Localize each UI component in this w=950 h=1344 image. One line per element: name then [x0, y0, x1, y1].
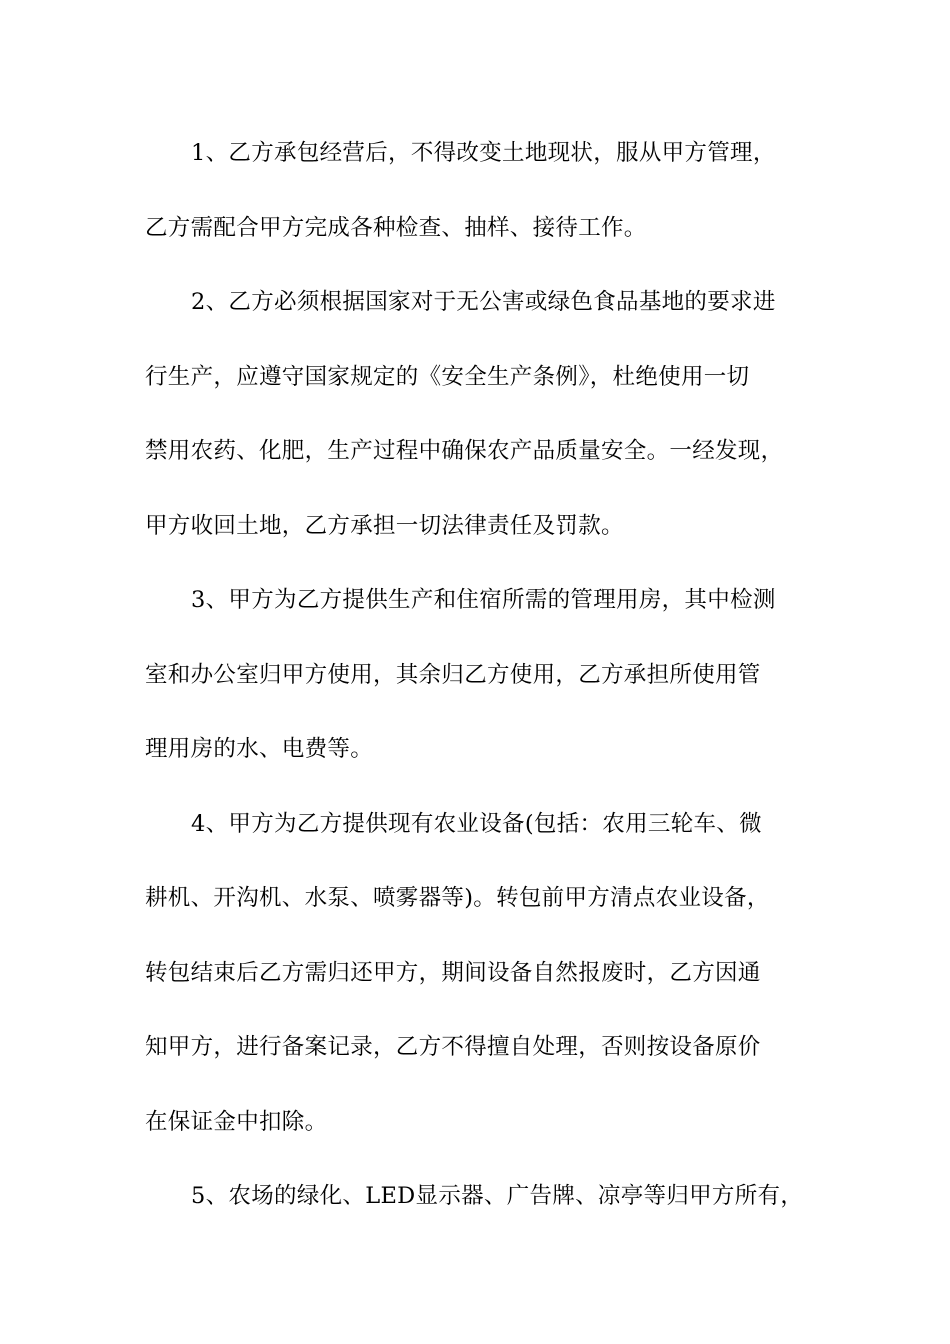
clause-4-line-2: 耕机、开沟机、水泵、喷雾器等)。转包前甲方清点农业设备，: [145, 885, 770, 911]
clause-2-line-2: 行生产，应遵守国家规定的《安全生产条例》，杜绝使用一切: [145, 363, 750, 390]
clause-2-line-1: 2、乙方必须根据国家对于无公害或绿色食品基地的要求进: [191, 289, 776, 315]
clause-4-line-5: 在保证金中扣除。: [145, 1108, 328, 1135]
clause-4-line-1: 4、甲方为乙方提供现有农业设备(包括：农用三轮车、微: [191, 810, 762, 837]
clause-2-line-4: 甲方收回土地，乙方承担一切法律责任及罚款。: [145, 512, 624, 539]
clause-5-line-1: 5、农场的绿化、LED显示器、广告牌、凉亭等归甲方所有，: [191, 1183, 804, 1209]
clause-3-line-3: 理用房的水、电费等。: [145, 736, 374, 762]
clause-1-line-2: 乙方需配合甲方完成各种检查、抽样、接待工作。: [145, 214, 647, 241]
contract-text: [145, 131, 835, 1249]
clause-2-line-3: 禁用农药、化肥，生产过程中确保农产品质量安全。一经发现，: [145, 438, 784, 464]
clause-3-line-2: 室和办公室归甲方使用，其余归乙方使用，乙方承担所使用管: [145, 661, 761, 688]
clause-1-line-1: 1、乙方承包经营后，不得改变土地现状，服从甲方管理，: [191, 140, 776, 166]
clause-4-line-3: 转包结束后乙方需归还甲方，期间设备自然报废时，乙方因通: [145, 959, 761, 986]
clause-4-line-4: 知甲方，进行备案记录，乙方不得擅自处理，否则按设备原价: [145, 1034, 761, 1060]
clause-3-line-1: 3、甲方为乙方提供生产和住宿所需的管理用房，其中检测: [191, 587, 776, 613]
